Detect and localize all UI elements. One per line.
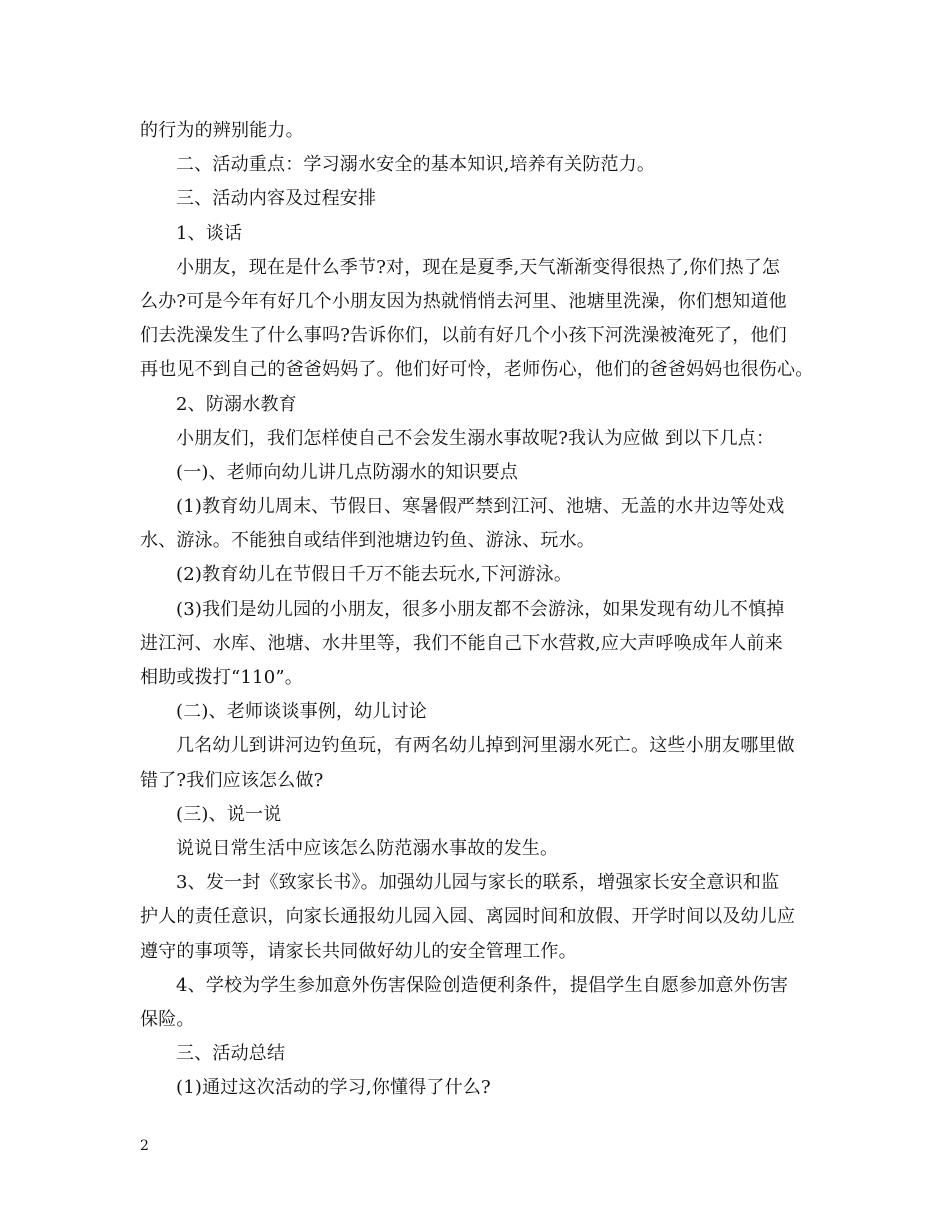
- text-line: (1)教育幼儿周末、节假日、寒暑假严禁到江河、池塘、无盖的水井边等处戏: [176, 496, 785, 518]
- text-line: 相助或拨打“110”。: [140, 667, 303, 688]
- text-line: 再也见不到自己的爸爸妈妈了。他们好可怜，老师伤心，他们的爸爸妈妈也很伤心。: [140, 359, 814, 381]
- text-line: 三、活动内容及过程安排: [176, 188, 377, 210]
- text-line: 小朋友们，我们怎样使自己不会发生溺水事故呢?我认为应做 到以下几点：: [176, 427, 775, 449]
- document-body: [140, 114, 820, 1105]
- text-line: (一)、老师向幼儿讲几点防溺水的知识要点: [176, 461, 519, 483]
- text-line: (三)、说一说: [176, 803, 282, 825]
- text-line: 几名幼儿到讲河边钓鱼玩，有两名幼儿掉到河里溺水死亡。这些小朋友哪里做: [176, 735, 795, 757]
- text-line: 的行为的辨别能力。: [140, 120, 304, 141]
- text-line: (1)通过这次活动的学习,你懂得了什么?: [176, 1077, 491, 1099]
- text-line: 么办?可是今年有好几个小朋友因为热就悄悄去河里、池塘里洗澡，你们想知道他: [140, 290, 787, 312]
- text-line: 2、防溺水教育: [176, 393, 297, 415]
- text-line: 三、活动总结: [176, 1043, 286, 1065]
- text-line: 遵守的事项等，请家长共同做好幼儿的安全管理工作。: [140, 940, 577, 962]
- text-line: 1、谈话: [176, 222, 243, 244]
- text-line: 错了?我们应该怎么做?: [140, 769, 324, 791]
- text-line: 水、游泳。不能独自或结伴到池塘边钓鱼、游泳、玩水。: [140, 530, 595, 552]
- text-line: 们去洗澡发生了什么事吗?告诉你们，以前有好几个小孩下河洗澡被淹死了，他们: [140, 325, 787, 347]
- page-number: 2: [140, 1138, 149, 1154]
- text-line: (3)我们是幼儿园的小朋友，很多小朋友都不会游泳，如果发现有幼儿不慎掉: [176, 598, 785, 620]
- text-line: 小朋友，现在是什么季节?对，现在是夏季,天气渐渐变得很热了,你们热了怎: [176, 256, 781, 278]
- text-line: 说说日常生活中应该怎么防范溺水事故的发生。: [176, 837, 559, 859]
- text-line: 二、活动重点：学习溺水安全的基本知识,培养有关防范力。: [176, 154, 656, 176]
- text-line: 4、学校为学生参加意外伤害保险创造便利条件，提倡学生自愿参加意外伤害: [176, 974, 789, 996]
- text-line: 保险。: [140, 1008, 195, 1030]
- text-line: 3、发一封《致家长书》。加强幼儿园与家长的联系，增强家长安全意识和监: [176, 872, 780, 894]
- text-line: 护人的责任意识，向家长通报幼儿园入园、离园时间和放假、开学时间以及幼儿应: [140, 906, 796, 928]
- text-line: (二)、老师谈谈事例，幼儿讨论: [176, 701, 428, 723]
- text-line: (2)教育幼儿在节假日千万不能去玩水,下河游泳。: [176, 564, 573, 586]
- text-line: 进江河、水库、池塘、水井里等，我们不能自己下水营救,应大声呼唤成年人前来: [140, 632, 783, 654]
